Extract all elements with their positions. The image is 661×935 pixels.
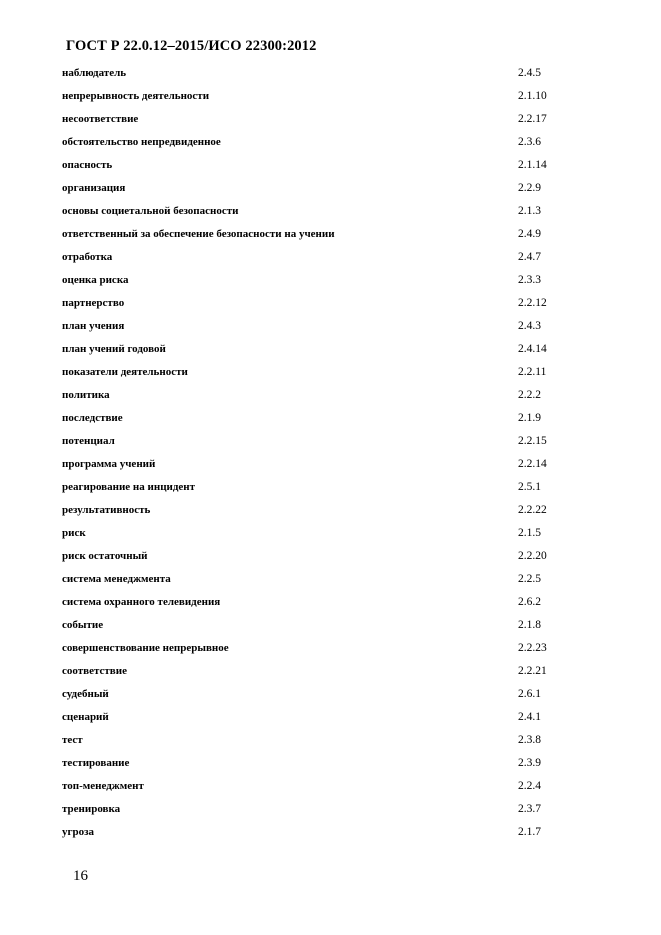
index-reference: 2.2.9 — [518, 182, 541, 194]
index-row — [62, 821, 622, 844]
index-reference: 2.4.3 — [518, 320, 541, 332]
index-reference: 2.3.9 — [518, 757, 541, 769]
index-reference: 2.1.9 — [518, 412, 541, 424]
index-term: риск — [62, 527, 86, 539]
index-row — [62, 453, 622, 476]
index-reference: 2.2.11 — [518, 366, 547, 378]
index-reference: 2.2.22 — [518, 504, 547, 516]
index-term: показатели деятельности — [62, 366, 188, 378]
index-row — [62, 407, 622, 430]
index-reference: 2.6.1 — [518, 688, 541, 700]
index-reference: 2.2.5 — [518, 573, 541, 585]
index-term: организация — [62, 182, 126, 194]
index-term: наблюдатель — [62, 67, 127, 79]
index-row — [62, 269, 622, 292]
index-row — [62, 499, 622, 522]
index-row — [62, 660, 622, 683]
index-reference: 2.1.8 — [518, 619, 541, 631]
index-term: совершенствование непрерывное — [62, 642, 229, 654]
index-term: тестирование — [62, 757, 130, 769]
index-reference: 2.1.10 — [518, 90, 547, 102]
index-term: партнерство — [62, 297, 125, 309]
index-row — [62, 545, 622, 568]
index-reference: 2.2.4 — [518, 780, 541, 792]
index-reference: 2.4.1 — [518, 711, 541, 723]
index-term: оценка риска — [62, 274, 129, 286]
index-term: программа учений — [62, 458, 156, 470]
index-term: тренировка — [62, 803, 121, 815]
index-reference: 2.4.5 — [518, 67, 541, 79]
index-term: реагирование на инцидент — [62, 481, 196, 493]
index-reference: 2.1.3 — [518, 205, 541, 217]
index-term: судебный — [62, 688, 109, 700]
index-reference: 2.2.15 — [518, 435, 547, 447]
index-term: тест — [62, 734, 83, 746]
index-row — [62, 384, 622, 407]
index-term: угроза — [62, 826, 95, 838]
index-term: основы социетальной безопасности — [62, 205, 239, 217]
index-reference: 2.5.1 — [518, 481, 541, 493]
index-reference: 2.1.14 — [518, 159, 547, 171]
index-term: соответствие — [62, 665, 127, 677]
index-term: топ-менеджмент — [62, 780, 144, 792]
index-reference: 2.1.7 — [518, 826, 541, 838]
index-term: план учений годовой — [62, 343, 166, 355]
index-term: потенциал — [62, 435, 115, 447]
index-term: непрерывность деятельности — [62, 90, 210, 102]
index-term: политика — [62, 389, 110, 401]
index-row — [62, 591, 622, 614]
index-term: несоответствие — [62, 113, 139, 125]
index-row — [62, 706, 622, 729]
index-reference: 2.2.17 — [518, 113, 547, 125]
index-row — [62, 729, 622, 752]
index-row — [62, 154, 622, 177]
index-row — [62, 223, 622, 246]
index-row — [62, 752, 622, 775]
index-reference: 2.4.7 — [518, 251, 541, 263]
index-row — [62, 568, 622, 591]
index-row — [62, 108, 622, 131]
index-reference: 2.3.6 — [518, 136, 541, 148]
index-row — [62, 775, 622, 798]
index-row — [62, 798, 622, 821]
index-row — [62, 338, 622, 361]
index-reference: 2.4.14 — [518, 343, 547, 355]
index-reference: 2.2.2 — [518, 389, 541, 401]
index-row — [62, 614, 622, 637]
index-term: результативность — [62, 504, 151, 516]
index-reference: 2.3.8 — [518, 734, 541, 746]
document-header: ГОСТ Р 22.0.12–2015/ИСО 22300:2012 — [66, 38, 317, 54]
index-reference: 2.2.21 — [518, 665, 547, 677]
index-row — [62, 683, 622, 706]
index-reference: 2.2.14 — [518, 458, 547, 470]
index-reference: 2.4.9 — [518, 228, 541, 240]
index-row — [62, 430, 622, 453]
index-term: план учения — [62, 320, 125, 332]
index-row — [62, 522, 622, 545]
index-term: система охранного телевидения — [62, 596, 221, 608]
index-row — [62, 85, 622, 108]
index-row — [62, 62, 622, 85]
index-reference: 2.1.5 — [518, 527, 541, 539]
index-row — [62, 292, 622, 315]
page-number: 16 — [73, 868, 88, 884]
index-term: последствие — [62, 412, 123, 424]
term-index-list — [62, 62, 622, 844]
index-term: опасность — [62, 159, 113, 171]
index-term: риск остаточный — [62, 550, 148, 562]
index-reference: 2.2.23 — [518, 642, 547, 654]
index-term: сценарий — [62, 711, 109, 723]
index-row — [62, 315, 622, 338]
index-reference: 2.6.2 — [518, 596, 541, 608]
index-row — [62, 361, 622, 384]
index-term: отработка — [62, 251, 113, 263]
index-row — [62, 246, 622, 269]
index-term: обстоятельство непредвиденное — [62, 136, 221, 148]
index-reference: 2.3.7 — [518, 803, 541, 815]
index-term: система менеджмента — [62, 573, 171, 585]
index-row — [62, 200, 622, 223]
index-reference: 2.2.20 — [518, 550, 547, 562]
index-row — [62, 476, 622, 499]
index-reference: 2.2.12 — [518, 297, 547, 309]
index-row — [62, 637, 622, 660]
index-reference: 2.3.3 — [518, 274, 541, 286]
index-row — [62, 131, 622, 154]
index-row — [62, 177, 622, 200]
index-term: ответственный за обеспечение безопасности на учении — [62, 228, 335, 240]
index-term: событие — [62, 619, 104, 631]
